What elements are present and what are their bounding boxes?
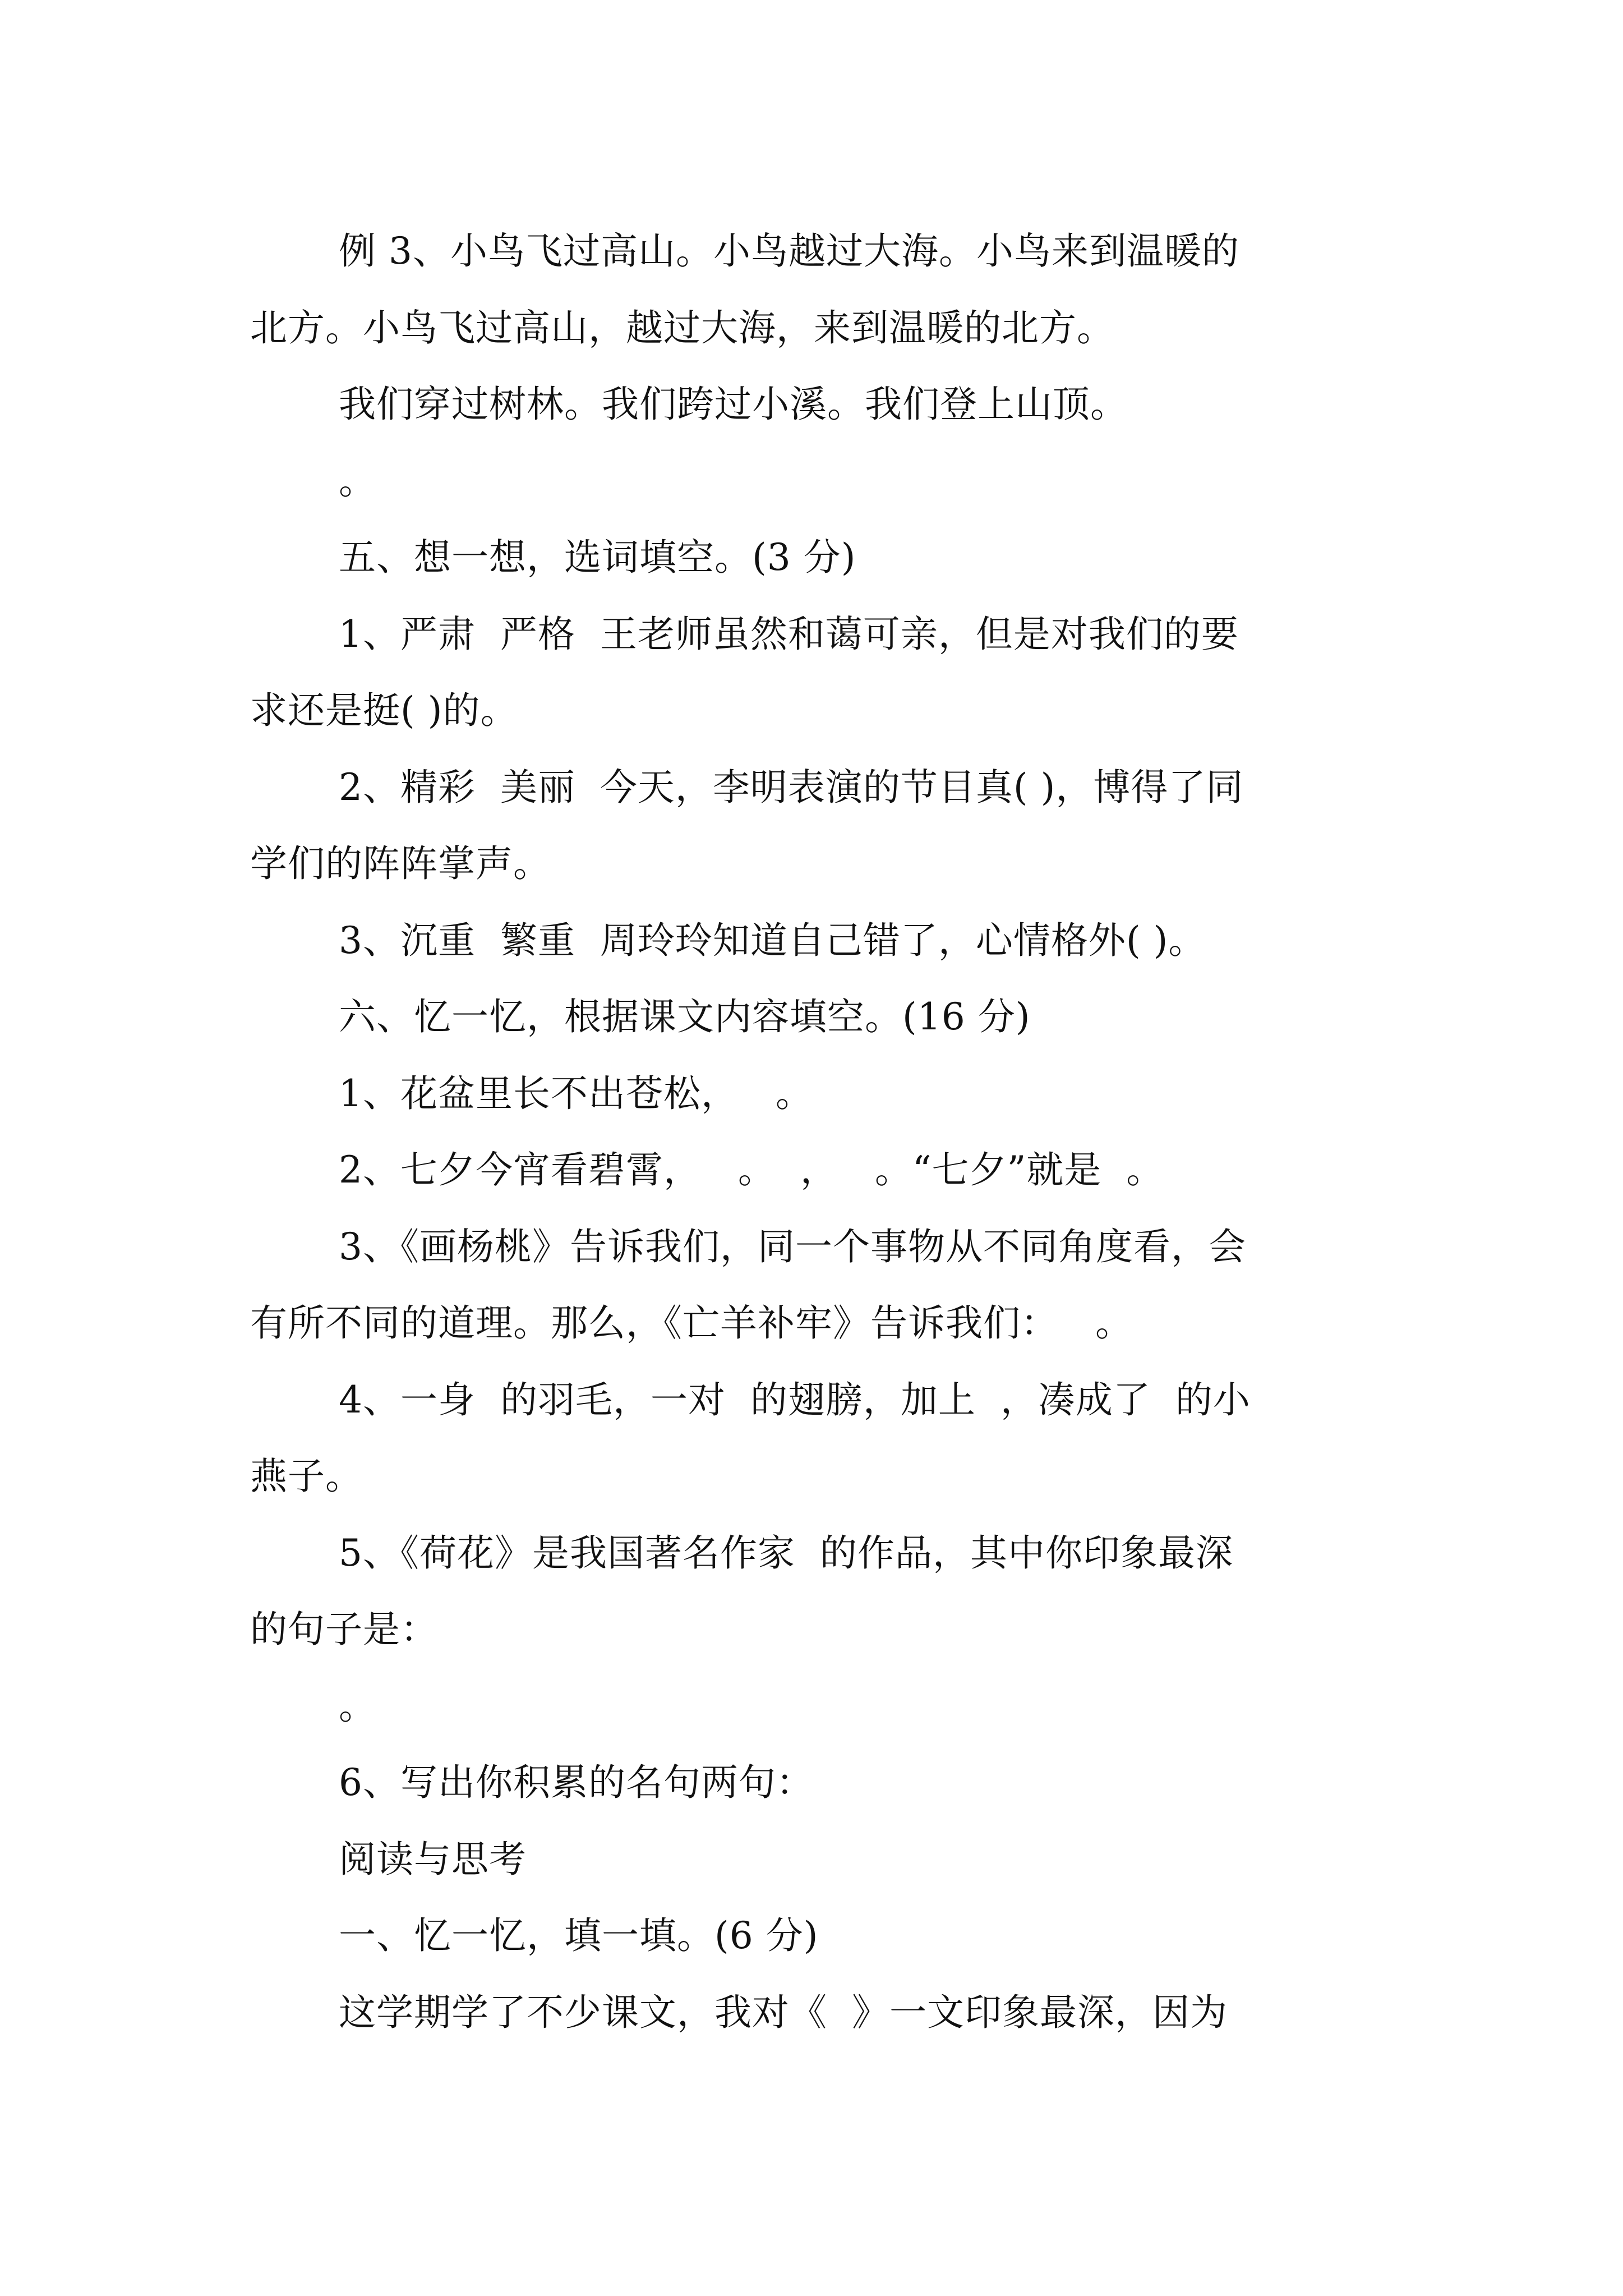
section-5-item-1-line-1: 1、严肃 严格 王老师虽然和蔼可亲，但是对我们的要: [339, 612, 1239, 656]
section-6-item-1: 1、花盆里长不出苍松， 。: [339, 1071, 813, 1115]
section-6-item-5-answer-blank: 。: [339, 1684, 376, 1728]
section-6-item-5-line-1: 5、《荷花》是我国著名作家 的作品，其中你印象最深: [339, 1531, 1233, 1575]
section-6-heading: 六、忆一忆，根据课文内容填空。(16 分): [339, 995, 1031, 1038]
section-5-heading: 五、想一想，选词填空。(3 分): [339, 536, 856, 579]
example-exercise-sentence: 我们穿过树林。我们跨过小溪。我们登上山顶。: [339, 383, 1128, 426]
section-5-item-1-line-2: 求还是挺( )的。: [250, 689, 518, 732]
section-6-item-3-line-1: 3、《画杨桃》告诉我们，同一个事物从不同角度看，会: [339, 1225, 1246, 1268]
section-5-item-3: 3、沉重 繁重 周玲玲知道自己错了，心情格外( )。: [339, 918, 1206, 962]
example-3-line-2: 北方。小鸟飞过高山，越过大海，来到温暖的北方。: [250, 306, 1114, 349]
example-exercise-answer-blank: 。: [339, 459, 376, 503]
section-6-item-4-line-2: 燕子。: [250, 1455, 363, 1498]
section-5-item-2-line-2: 学们的阵阵掌声。: [250, 842, 551, 885]
reading-part-1-heading: 一、忆一忆，填一填。(6 分): [339, 1914, 819, 1957]
section-5-item-2-line-1: 2、精彩 美丽 今天，李明表演的节目真( )，博得了同: [339, 765, 1244, 809]
section-6-item-3-line-2: 有所不同的道理。那么，《亡羊补牢》告诉我们： 。: [250, 1301, 1133, 1345]
section-6-item-6: 6、写出你积累的名句两句：: [339, 1761, 814, 1804]
section-6-item-2: 2、七夕今宵看碧霄， 。 ， 。“七夕”就是 。: [339, 1148, 1164, 1191]
reading-section-title: 阅读与思考: [339, 1837, 527, 1881]
section-6-item-5-line-2: 的句子是：: [250, 1608, 438, 1651]
example-3-line-1: 例 3、小鸟飞过高山。小鸟越过大海。小鸟来到温暖的: [339, 229, 1239, 273]
reading-part-1-prompt: 这学期学了不少课文，我对《 》一文印象最深，因为: [339, 1990, 1228, 2034]
section-6-item-4-line-1: 4、一身 的羽毛，一对 的翅膀，加上 ，凑成了 的小: [339, 1378, 1251, 1421]
document-body: [250, 213, 1389, 2051]
